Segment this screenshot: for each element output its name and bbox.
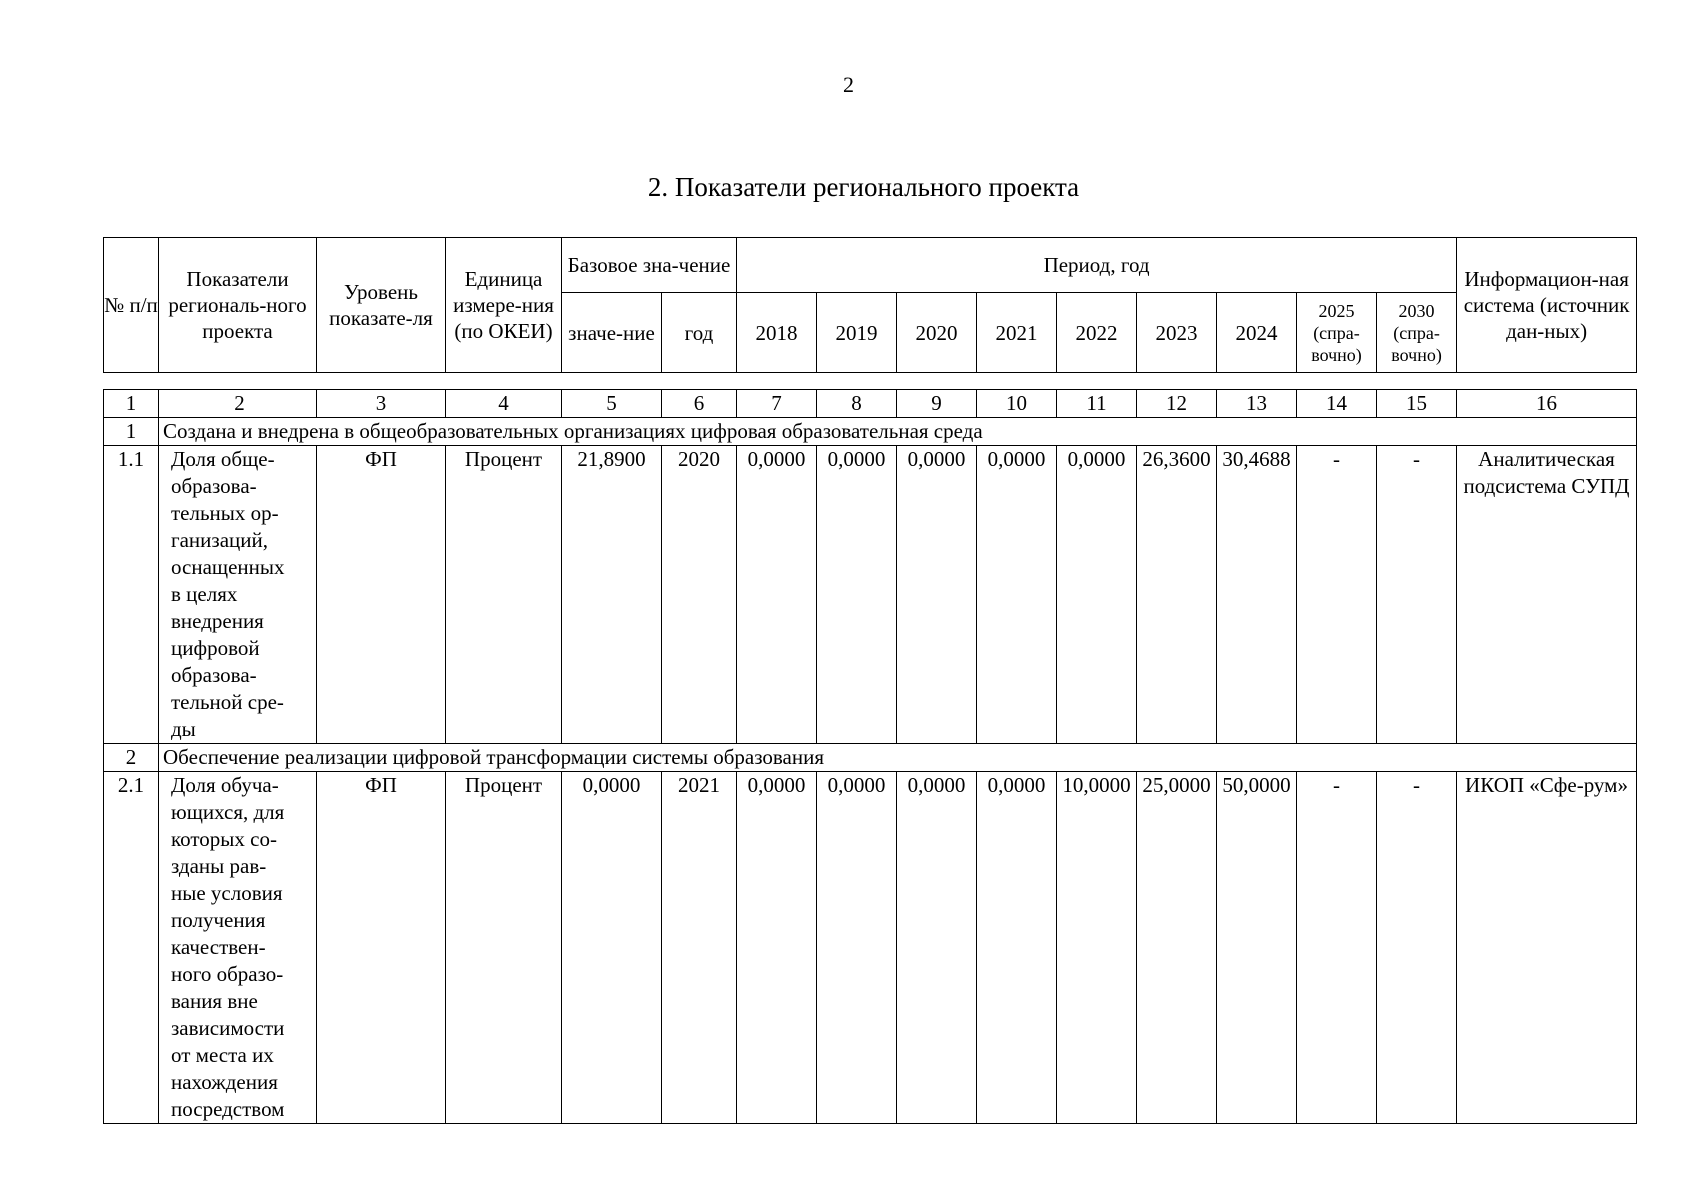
column-number: 14 (1297, 390, 1377, 418)
data-source: Аналитическая подсистема СУПД (1457, 446, 1637, 744)
section-title-cell: Обеспечение реализации цифровой трансформации системы образования (159, 744, 1637, 772)
year-value: 0,0000 (897, 446, 977, 744)
section-row (104, 418, 1637, 446)
column-number: 4 (446, 390, 562, 418)
header-unit: Единица измере-ния (по ОКЕИ) (446, 238, 562, 373)
header-year: 2018 (737, 293, 817, 373)
header-level: Уровень показате-ля (317, 238, 446, 373)
base-year: 2021 (662, 772, 737, 1124)
indicator-name: Доля обуча- ющихся, для которых со- зданы рав- ные условия получения качествен- ного образо- вания вне зависимости от места их нахождения посредством (159, 772, 317, 1124)
page-number: 2 (843, 72, 854, 97)
column-number: 13 (1217, 390, 1297, 418)
column-number: 9 (897, 390, 977, 418)
year-value: 0,0000 (977, 772, 1057, 1124)
value-2025: - (1297, 446, 1377, 744)
header-year: 2022 (1057, 293, 1137, 373)
column-number: 7 (737, 390, 817, 418)
indicator-unit: Процент (446, 446, 562, 744)
header-year: 2021 (977, 293, 1057, 373)
header-year-2025: 2025 (спра-вочно) (1297, 293, 1377, 373)
year-value: 50,0000 (1217, 772, 1297, 1124)
base-value: 0,0000 (562, 772, 662, 1124)
year-value: 26,3600 (1137, 446, 1217, 744)
year-value: 0,0000 (817, 446, 897, 744)
column-number: 8 (817, 390, 897, 418)
year-value: 0,0000 (737, 772, 817, 1124)
table-row (104, 446, 1637, 744)
header-year-2030: 2030 (спра-вочно) (1377, 293, 1457, 373)
base-year: 2020 (662, 446, 737, 744)
header-source: Информацион-ная система (источник дан-ных) (1457, 238, 1637, 373)
column-numbers-row (104, 390, 1637, 418)
indicator-level: ФП (317, 772, 446, 1124)
header-base: Базовое зна-чение (562, 238, 737, 293)
header-base-value: значе-ние (562, 293, 662, 373)
value-2025: - (1297, 772, 1377, 1124)
year-value: 0,0000 (817, 772, 897, 1124)
year-value: 0,0000 (1057, 446, 1137, 744)
year-value: 0,0000 (897, 772, 977, 1124)
column-number: 15 (1377, 390, 1457, 418)
year-value: 0,0000 (737, 446, 817, 744)
header-num: № п/п (104, 238, 159, 373)
indicators-table (103, 389, 1637, 1124)
indicator-unit: Процент (446, 772, 562, 1124)
header-indicator: Показатели региональ-ного проекта (159, 238, 317, 373)
header-year: 2024 (1217, 293, 1297, 373)
base-value: 21,8900 (562, 446, 662, 744)
column-number: 6 (662, 390, 737, 418)
section-row (104, 744, 1637, 772)
section-title: 2. Показатели регионального проекта (647, 172, 1080, 202)
section-number: 2 (104, 744, 159, 772)
header-year: 2020 (897, 293, 977, 373)
table-row (104, 772, 1637, 1124)
value-2030: - (1377, 446, 1457, 744)
row-number: 2.1 (104, 772, 159, 1124)
year-value: 30,4688 (1217, 446, 1297, 744)
data-source: ИКОП «Сфе-рум» (1457, 772, 1637, 1124)
section-title-cell: Создана и внедрена в общеобразовательных организациях цифровая образовательная среда (159, 418, 1637, 446)
section-number: 1 (104, 418, 159, 446)
column-number: 10 (977, 390, 1057, 418)
indicator-name: Доля обще- образова- тельных ор- ганизаций, оснащенных в целях внедрения цифровой образова- тельной сре- ды (159, 446, 317, 744)
column-number: 5 (562, 390, 662, 418)
column-number: 12 (1137, 390, 1217, 418)
year-value: 25,0000 (1137, 772, 1217, 1124)
table-header (103, 237, 1637, 373)
column-number: 2 (159, 390, 317, 418)
header-year: 2019 (817, 293, 897, 373)
column-number: 11 (1057, 390, 1137, 418)
row-number: 1.1 (104, 446, 159, 744)
column-number: 1 (104, 390, 159, 418)
year-value: 10,0000 (1057, 772, 1137, 1124)
indicator-level: ФП (317, 446, 446, 744)
header-period: Период, год (737, 238, 1457, 293)
column-number: 16 (1457, 390, 1637, 418)
column-number: 3 (317, 390, 446, 418)
header-base-year: год (662, 293, 737, 373)
year-value: 0,0000 (977, 446, 1057, 744)
value-2030: - (1377, 772, 1457, 1124)
header-year: 2023 (1137, 293, 1217, 373)
